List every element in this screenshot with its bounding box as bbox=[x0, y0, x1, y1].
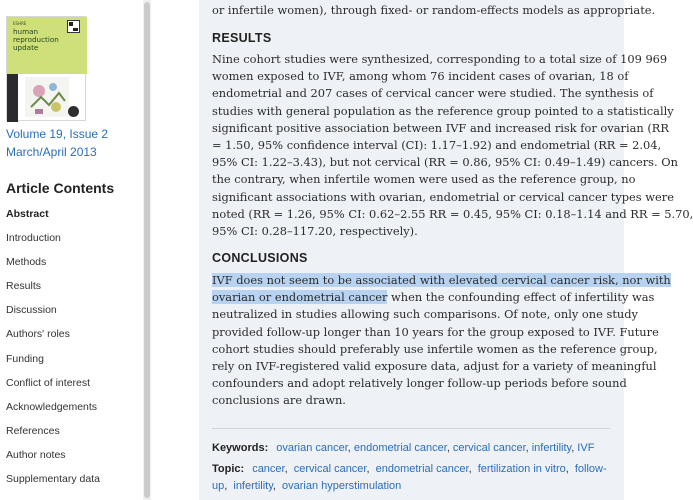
results-line: studies with general population as the reference group pointed to a statistically bbox=[212, 103, 674, 118]
abstract-panel bbox=[199, 0, 693, 500]
toc-item-discussion[interactable]: Discussion bbox=[6, 304, 57, 317]
toc-item-conflict-of-interest[interactable]: Conflict of interest bbox=[6, 376, 91, 389]
topic-label: Topic: bbox=[212, 463, 245, 475]
topic-link[interactable]: cancer bbox=[252, 463, 285, 475]
toc-item-methods[interactable]: Methods bbox=[6, 256, 47, 269]
toc-item-introduction[interactable]: Introduction bbox=[6, 232, 61, 245]
keyword-link[interactable]: endometrial cancer bbox=[353, 442, 447, 454]
cover-artwork-icon bbox=[25, 77, 69, 117]
methods-trailing-text: or infertile women), through fixed- or random-effects models as appropriate. bbox=[212, 3, 656, 17]
sidebar-scrollbar-thumb[interactable] bbox=[144, 2, 150, 498]
highlighted-text[interactable]: IVF does not seem to be associated with elevated cervical cancer risk, nor with bbox=[212, 273, 671, 287]
cover-dark-strip bbox=[7, 74, 18, 122]
cover-title-line: update bbox=[13, 43, 39, 52]
cover-title-line: reproduction bbox=[13, 35, 59, 44]
journal-cover-image[interactable] bbox=[6, 16, 86, 121]
conclusions-line: provided follow-up longer than 10 years for the group exposed to IVF. Future bbox=[212, 324, 659, 339]
toc-item-references[interactable]: References bbox=[6, 424, 60, 437]
results-line: significant positive association between IVF and increased risk for ovarian (RR bbox=[212, 120, 669, 135]
topic-link[interactable]: infertility bbox=[233, 480, 273, 492]
toc-item-results[interactable]: Results bbox=[6, 280, 42, 293]
results-line: noted (RR = 1.26, 95% CI: 0.62–2.55 RR = 0.45, 95% CI: 0.18–1.14 and RR = 5.70, bbox=[212, 206, 693, 221]
results-line: 95% CI: 1.22–3.43), but not cervical (RR = 0.86, 95% CI: 0.49–1.49) cancers. On bbox=[212, 155, 678, 170]
toc-item-authors-roles[interactable]: Authors' roles bbox=[6, 328, 70, 341]
keyword-link[interactable]: IVF bbox=[577, 442, 595, 454]
topic-link[interactable]: cervical cancer bbox=[293, 463, 367, 475]
results-line: women exposed to IVF, among whom 76 incident cases of ovarian, 18 of bbox=[212, 69, 629, 84]
publisher-logo-icon bbox=[68, 106, 79, 117]
keywords-divider bbox=[212, 428, 610, 429]
keyword-link[interactable]: cervical cancer bbox=[452, 442, 526, 454]
qr-code-icon bbox=[67, 20, 80, 33]
results-line: Nine cohort studies were synthesized, corresponding to a total size of 109 969 bbox=[212, 52, 668, 66]
results-paragraph bbox=[212, 51, 693, 240]
volume-issue-link[interactable]: Volume 19, Issue 2 bbox=[6, 127, 109, 141]
keyword-link[interactable]: ovarian cancer bbox=[276, 442, 348, 454]
conclusions-line: confounders and adopt relatively longer follow-up periods before sound bbox=[212, 376, 627, 391]
keyword-link[interactable]: infertility bbox=[531, 442, 572, 454]
cover-title-line: human bbox=[13, 27, 39, 36]
conclusions-paragraph bbox=[212, 272, 671, 410]
conclusions-line bbox=[212, 272, 671, 289]
conclusions-line: cohort studies should preferably use infertile women as the reference group, bbox=[212, 341, 658, 356]
topic-link[interactable]: endometrial cancer bbox=[375, 463, 469, 475]
results-line: 95% CI: 0.28–117.20, respectively). bbox=[212, 224, 418, 239]
conclusions-line: neutralized in studies allowing such comparisons. Of note, only one study bbox=[212, 307, 638, 322]
results-line: endometrial and 207 cases of cervical cancer were studied. The synthesis of bbox=[212, 86, 654, 101]
toc-item-abstract[interactable]: Abstract bbox=[6, 208, 49, 220]
article-contents-heading: Article Contents bbox=[6, 180, 115, 196]
conclusions-text: when the confounding effect of infertility was bbox=[387, 290, 655, 305]
topics-row: Topic: cancer, cervical cancer, endometrial cancer, fertilization in vitro, follow-up, infertility, ovarian hyperstimulation bbox=[212, 463, 607, 492]
cover-title bbox=[13, 28, 63, 52]
highlighted-text[interactable]: ovarian or endometrial cancer bbox=[212, 290, 388, 305]
toc-item-supplementary-data[interactable]: Supplementary data bbox=[6, 473, 100, 486]
topic-link[interactable]: fertilization in vitro bbox=[477, 463, 566, 475]
results-line: = 1.50, 95% confidence interval (CI): 1.17–1.92) and endometrial (RR = 2.04, bbox=[212, 138, 662, 153]
topic-link[interactable]: ovarian hyperstimulation bbox=[282, 480, 402, 492]
toc-item-acknowledgements[interactable]: Acknowledgements bbox=[6, 400, 98, 413]
conclusions-line: conclusions are drawn. bbox=[212, 393, 346, 408]
toc-item-author-notes[interactable]: Author notes bbox=[6, 448, 66, 461]
conclusions-line: rely on IVF-registered valid exposure data, adjust for a variety of meaningful bbox=[212, 359, 657, 374]
keywords-label: Keywords: bbox=[212, 442, 269, 454]
keywords-row: Keywords: ovarian cancer, endometrial cancer, cervical cancer, infertility, IVF bbox=[212, 442, 595, 454]
results-line: significant associations with ovarian, endometrial or cervical cancer types were bbox=[212, 189, 674, 204]
topic-link[interactable]: follow-up bbox=[212, 463, 607, 492]
results-line: the contrary, when infertile women were used as the reference group, no bbox=[212, 172, 636, 187]
cover-kicker: ESHRE bbox=[13, 21, 27, 26]
issue-date-link[interactable]: March/April 2013 bbox=[6, 145, 97, 159]
article-sidebar bbox=[0, 0, 148, 500]
results-heading: RESULTS bbox=[212, 31, 272, 45]
table-of-contents bbox=[6, 208, 100, 497]
conclusions-line bbox=[212, 289, 655, 306]
conclusions-heading: CONCLUSIONS bbox=[212, 251, 308, 265]
toc-item-funding[interactable]: Funding bbox=[6, 352, 44, 365]
